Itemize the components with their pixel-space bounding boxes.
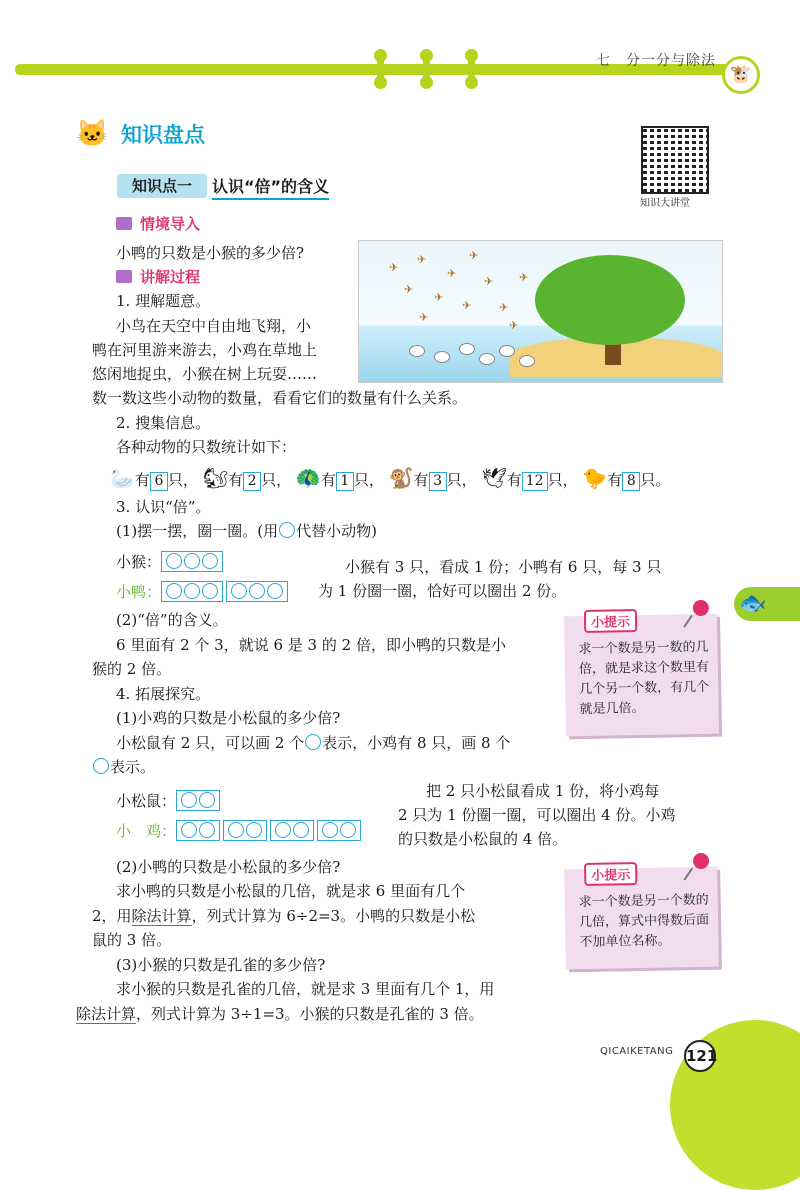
mascot-cat-icon: 🐱 [76,119,109,149]
circle-group [223,820,267,841]
tip-note [564,867,719,970]
count-box: 6 [150,472,168,491]
qr-code-icon[interactable] [641,126,709,194]
duck [499,345,515,357]
squirrel-icon: 🐿 [202,466,229,490]
sub-1: (1)摆一摆，圈一圈。(用 代替小动物) [116,522,377,540]
circle-icon [305,734,321,750]
binder-ring [377,54,384,84]
step-1: 1. 理解题意。 [116,292,211,310]
cow-face-icon: 🐮 [722,56,760,94]
pushpin-icon [693,600,709,616]
q3-line: 除法计算，列式计算为 3÷1=3。小猴的只数是孔雀的 3 倍。 [76,1005,484,1023]
circle-icon [93,758,109,774]
duck [519,355,535,367]
circle-group [317,820,361,841]
chick-circles: 小 鸡： [116,820,364,842]
meaning-line: 猴的 2 倍。 [92,660,172,678]
para-line: 小鸟在天空中自由地飞翔，小 [116,317,312,335]
bird-icon: ✈ [417,253,427,266]
circle-group [226,581,288,602]
tip-title: 小提示 [584,862,637,886]
step-4: 4. 拓展探究。 [116,685,211,703]
explain-heading: 讲解过程 [140,268,201,286]
count-box: 2 [243,472,261,491]
bird-icon: ✈ [509,319,519,332]
tip-text: 求一个数是另一数的几倍，就是求这个数里有几个另一个数，有几个就是几倍。 [578,639,710,718]
chapter-title: 七 分一分与除法 [596,53,716,69]
book-icon [116,217,132,230]
q1-desc-line: 2 只为 1 份圈一圈，可以圈出 4 份。小鸡 [398,806,676,824]
tip-text: 求一个数是另一个数的几倍，算式中得数后面不加单位名称。 [578,892,710,951]
duck [434,351,450,363]
q2-line: 求小鸭的只数是小松鼠的几倍，就是求 6 里面有几个 [116,882,466,900]
bird-icon: ✈ [462,299,472,312]
q1-desc-line: 把 2 只小松鼠看成 1 份，将小鸡每 [426,782,660,800]
bird-icon: ✈ [447,267,457,280]
intro-question: 小鸭的只数是小猴的多少倍? [116,244,305,262]
count-box: 1 [336,472,354,491]
animal-scene-illustration [358,240,723,383]
tree-crown [535,255,685,345]
duck-circles: 小鸭： [116,581,291,603]
page-number: 121 [684,1040,716,1072]
circle-group [270,820,314,841]
count-box: 12 [522,472,548,491]
circle-group [161,551,223,572]
duck [479,353,495,365]
question-1: (1)小鸡的只数是小松鼠的多少倍? [116,709,341,727]
qr-label: 知识大讲堂 [640,198,690,209]
intro-heading: 情境导入 [140,215,201,233]
goose-icon: 🦢 [110,466,135,490]
duck [459,343,475,355]
peacock-icon: 🦚 [295,466,321,490]
q2-line: 鼠的 3 倍。 [92,931,172,949]
circle-group [176,820,220,841]
q3-line: 求小猴的只数是孔雀的几倍，就是求 3 里面有几个 1，用 [116,980,495,998]
pushpin-icon [693,853,709,869]
step-3: 3. 认识“倍”。 [116,498,211,516]
binder-ring [468,54,475,84]
tip-note [564,614,719,737]
animal-stats-row: 🦢有 6 只， 🐿有 2 只， 🦚有 1 只， 🐒有 3 只， 🕊有 12 只， 🐤有 8 只。 [110,466,671,490]
bird-icon: ✈ [499,301,509,314]
circle-desc-line: 为 1 份圈一圈，恰好可以圈出 2 份。 [318,582,567,600]
sub-2: (2)“倍”的含义。 [116,611,228,629]
fish-icon: 🐟 [739,591,767,616]
circle-group [161,581,223,602]
q1-desc-line: 的只数是小松鼠的 4 倍。 [398,830,568,848]
bird-icon: ✈ [389,261,399,274]
monkey-circles: 小猴： [116,551,226,573]
bird-icon: ✈ [484,275,494,288]
q2-line: 2，用除法计算，列式计算为 6÷2=3。小鸭的只数是小松 [92,907,476,925]
book-icon [116,270,132,283]
binder-ring [423,54,430,84]
circle-desc-line: 小猴有 3 只，看成 1 份；小鸭有 6 只，每 3 只 [345,558,662,576]
circle-icon [279,522,295,538]
q1-line: 表示。 [92,756,155,778]
knowledge-point-label: 知识点一 [117,174,207,198]
para-line: 悠闲地捉虫，小猴在树上玩耍…… [92,365,318,383]
tip-title: 小提示 [584,609,637,633]
section-title: 知识盘点 [121,123,205,147]
division-highlight: 除法计算 [131,907,192,925]
duck [409,345,425,357]
bird-icon: ✈ [469,249,479,262]
question-3: (3)小猴的只数是孔雀的多少倍? [116,956,326,974]
count-box: 8 [622,472,640,491]
squirrel-circles: 小松鼠： [116,790,223,812]
question-2: (2)小鸭的只数是小松鼠的多少倍? [116,858,341,876]
brand-text: QICAIKETANG [600,1046,674,1057]
count-box: 3 [429,472,447,491]
chick-icon: 🐤 [582,466,608,490]
meaning-line: 6 里面有 2 个 3，就说 6 是 3 的 2 倍，即小鸭的只数是小 [116,636,506,654]
bird-icon: ✈ [519,271,529,284]
step-2: 2. 搜集信息。 [116,414,211,432]
q1-line: 小松鼠有 2 只，可以画 2 个 表示，小鸡有 8 只，画 8 个 [116,734,511,752]
circle-group [176,790,220,811]
monkey-icon: 🐒 [388,466,414,490]
division-highlight: 除法计算 [76,1005,137,1023]
para-line: 数一数这些小动物的数量，看看它们的数量有什么关系。 [92,389,468,407]
bird-icon: ✈ [404,283,414,296]
stats-intro: 各种动物的只数统计如下： [116,438,297,456]
bird-icon: 🕊 [481,466,507,490]
knowledge-point-title: 认识“倍”的含义 [212,174,329,200]
bird-icon: ✈ [419,311,429,324]
bird-icon: ✈ [434,291,444,304]
para-line: 鸭在河里游来游去，小鸡在草地上 [92,341,318,359]
